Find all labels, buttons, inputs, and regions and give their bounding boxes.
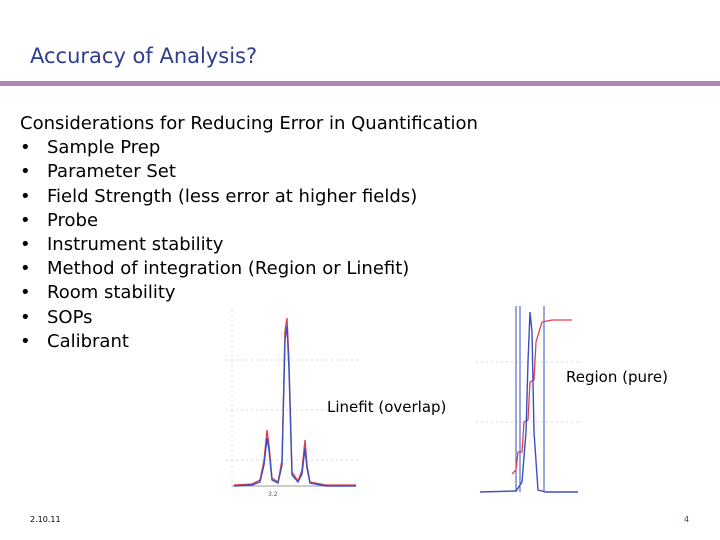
bullet-marker: • xyxy=(20,161,31,183)
bullet-text: Field Strength (less error at higher fields) xyxy=(47,185,418,207)
footer-date: 2.10.11 xyxy=(30,515,61,524)
list-item xyxy=(20,209,478,233)
bullet-text: Calibrant xyxy=(47,330,129,352)
title-divider xyxy=(0,81,720,86)
page-number: 4 xyxy=(684,515,690,524)
list-item xyxy=(20,160,478,184)
bullet-marker: • xyxy=(20,330,31,352)
bullet-marker: • xyxy=(20,258,31,280)
bullet-marker: • xyxy=(20,137,31,159)
bullet-text: Method of integration (Region or Linefit) xyxy=(47,258,410,280)
region-spectrum-figure xyxy=(476,302,582,496)
list-item xyxy=(20,136,478,160)
bullet-text: Probe xyxy=(47,209,99,231)
bullet-marker: • xyxy=(20,209,31,231)
list-item xyxy=(20,185,478,209)
bullet-text: Sample Prep xyxy=(47,137,161,159)
bullet-text: Parameter Set xyxy=(47,161,176,183)
section-heading: Considerations for Reducing Error in Quantification xyxy=(20,113,478,134)
region-integral-curve xyxy=(512,320,572,474)
bullet-text: Room stability xyxy=(47,282,176,304)
region-markers xyxy=(516,306,544,492)
list-item xyxy=(20,233,478,257)
bullet-text: Instrument stability xyxy=(47,234,224,256)
linefit-caption: Linefit (overlap) xyxy=(327,398,447,416)
bullet-marker: • xyxy=(20,234,31,256)
list-item xyxy=(20,257,478,281)
region-caption: Region (pure) xyxy=(566,368,668,386)
linefit-axis-tick: 3.2 xyxy=(268,491,278,498)
bullet-marker: • xyxy=(20,185,31,207)
bullet-marker: • xyxy=(20,282,31,304)
bullet-marker: • xyxy=(20,306,31,328)
bullet-text: SOPs xyxy=(47,306,93,328)
slide-title: Accuracy of Analysis? xyxy=(30,44,258,68)
